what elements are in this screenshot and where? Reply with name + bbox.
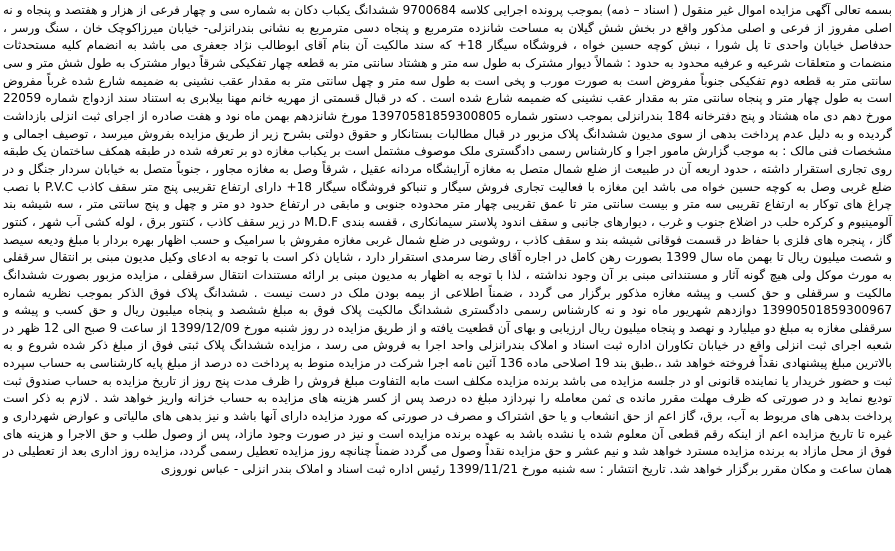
auction-notice-body: بسمه تعالی آگهی مزایده اموال غیر منقول ( اسناد – ذمه) بموجب پرونده اجرایی کلاسه 9700684 ششدانگ یکباب دکان به شماره سی و چهار فرعی از هزار و هفتصد و پنجاه و نه اصلی مفروز از فرعی و اصلی مذکور واقع در بخش شش گیلان به مساحت شانزده مترمربع و پنجاه دسی مترمربع به نشانی بندرانزلی- خیابان میرزاکوچک خان ، سنگ ورسر ، حدفاصل خیابان واحدی تا پل شورا ، نبش کوچه حسین خواه ، فروشگاه سیگار 18+ که سند مالکیت آن بنام آقای ابوطالب نژاد جعفری می باشد به انضمام کلیه مستحدثات منضمات و متعلقات شرعیه و عرفیه محدود به حدود : شمالاً دیوار مشترک به طول سه متر و هشتاد سانتی متر به قطعه چهار تفکیکی شرقاً دیوار مشترک به طول شش متر و سی سانتی متر به قطعه دوم تفکیکی جنوباً مفروض است به صورت مورب و پخی است به طول سه متر و چهل سانتی متر به مقدار عقب نشینی به ضمیمه شارع شده غرباً مفروض است به طول چهار متر و پنجاه سانتی متر به مقدار عقب نشینی که ضمیمه شارع شده است . که در قبال قسمتی از مهریه خانم مهنا بیلابری به استناد سند ازدواج شماره 22059 مورخ دهم دی ماه هشتاد و پنج دفترخانه 184 بندرانزلی بموجب دستور شماره 13970581859300805 مورخ شانزدهم بهمن ماه نود و هفت صادره از اجرای ثبت انزلی بازداشت گردیده و به دلیل عدم پرداخت بدهی از سوی مدیون ششدانگ پلاک مزبور در قبال مطالبات بستانکار و حقوق دولتی بشرح زیر از طریق مزایده بفروش میرسد ، توصیف اجمالی و مشخصات فنی مالک : به موجب گزارش مامور اجرا و کارشناس رسمی دادگستری ملک موصوف مشتمل است بر یکباب مغازه دو بر تعرفه شده در طبقه همکف ساختمان یک طبقه روی تجاری استقرار داشته ، حدود اربعه آن در طبیعت از ضلع شمال متصل به مغازه آرایشگاه مردانه عقیل ، شرقاً وصل به مغازه مجاور ، جنوباً متصل به خیابان سردار جنگل و در ضلع غربی وصل به کوچه حسین خواه می باشد این مغازه با فعالیت تجاری فروش سیگار و تنباکو فروشگاه سیگار 18+ دارای ارتفاع تقریبی پنج متر سقف کاذب P.V.C با نصب چراغ های توکار به ارتفاع تقریبی سه متر و بیست سانتی متر تا عمق تقریبی چهار متر محدوده جنوبی و مابقی در ارتفاع حدود دو متر و چهل و پنج سانتی متر ، سه شیشه بند آلومینیوم و کرکره حلب در اضلاع جنوب و غرب ، دیوارهای جانبی و سقف اندود پلاستر سیمانکاری ، قفسه بندی M.D.F در زیر سقف کاذب ، کنتور برق ، لوله کشی آب شهر ، کنتور گاز ، پنجره های فلزی با حفاظ در قسمت فوقانی شیشه بند و سقف کاذب ، روشویی در ضلع شمال غربی مغازه مفروش با سرامیک و حسب اظهار بهره بردار با مبلغ ودیعه سیصد و شصت میلیون ریال تا بهمن ماه سال 1399 بصورت رهن کامل در اجاره آقای رضا سرمدی استقرار دارد ، شایان ذکر است با توجه به ادعای وکیل مدیون مبنی بر انتقال سرقفلی به مورث موکل ولی هیچ گونه آثار و مستنداتی مبنی بر آن وجود نداشته ، لذا با توجه به اظهار به مدیون مبنی بر ارائه مستندات انتقال سرقفلی ، مزایده مزبور بصورت ششدانگ مالکیت و سرقفلی و حق کسب و پیشه مغازه مذکور برگزار می گردد ، ضمناً اطلاعی از بیمه بودن ملک در دست نیست . ششدانگ پلاک فوق الذکر بموجب نظریه شماره 13990501859300967 دوازدهم شهریور ماه نود و نه کارشناس رسمی دادگستری ششدانگ مالکیت پلاک فوق به مبلغ ششصد و پنجاه میلیون ریال و حق کسب و پیشه و سرقفلی مغازه به مبلغ دو میلیارد و نهصد و پنجاه میلیون ریال ارزیابی و بهای آن قطعیت یافته و از طریق مزایده در روز شنبه مورخ 1399/12/09 از ساعت 9 صبح الی 12 ظهر در شعبه اجرای ثبت انزلی واقع در خیابان تکاوران اداره ثبت اسناد و املاک بندرانزلی واحد اجرا به فروش می رسد ، مزایده ششدانگ پلاک ثبتی فوق از مبلغ ذکر شده شروع و به بالاترین مبلغ پیشنهادی نقداً فروخته خواهد شد ،.طبق بند 19 اصلاحی ماده 136 آئین نامه اجرا شرکت در مزایده منوط به پرداخت ده درصد از مبلغ پایه کارشناسی به حساب سپرده ثبت و حضور خریدار یا نماینده قانونی او در جلسه مزایده می باشد برنده مزایده مکلف است مابه التفاوت مبلغ فروش را ظرف مدت پنج روز از تاریخ مزایده به حساب صندوق ثبت تودیع نماید و در صورتی که ظرف مهلت مقرر مانده ی ثمن معامله را نپردازد مبلغ ده درصد پس از کسر هزینه های مزایده به حساب خزانه واریز خواهد شد . لازم به ذکر است پرداخت بدهی های مربوط به آب، برق، گاز اعم از حق انشعاب و یا حق اشتراک و مصرف در صورتی که مورد مزایده دارای آنها باشد و نیز بدهی های مالیاتی و عوارض شهرداری و غیره تا تاریخ مزایده اعم از اینکه رقم قطعی آن معلوم شده یا نشده باشد به عهده برنده مزایده است و نیز در صورت وجود مازاد، پس از وصول طلب و حق الاجرا و هزینه های فوق از محل مازاد به برنده مزایده مسترد خواهد شد و نیم عشر و حق مزایده نقداً وصول می گردد ضمناً چنانچه روز مزایده تعطیل رسمی گردد، مزایده روز اداری بعد از تعطیلی در همان ساعت و مکان مقرر برگزار خواهد شد. تاریخ انتشار : سه شنبه مورخ 1399/11/21 رئیس اداره ثبت اسناد و املاک بندر انزلی - عباس نوروزی [3,3,893,477]
